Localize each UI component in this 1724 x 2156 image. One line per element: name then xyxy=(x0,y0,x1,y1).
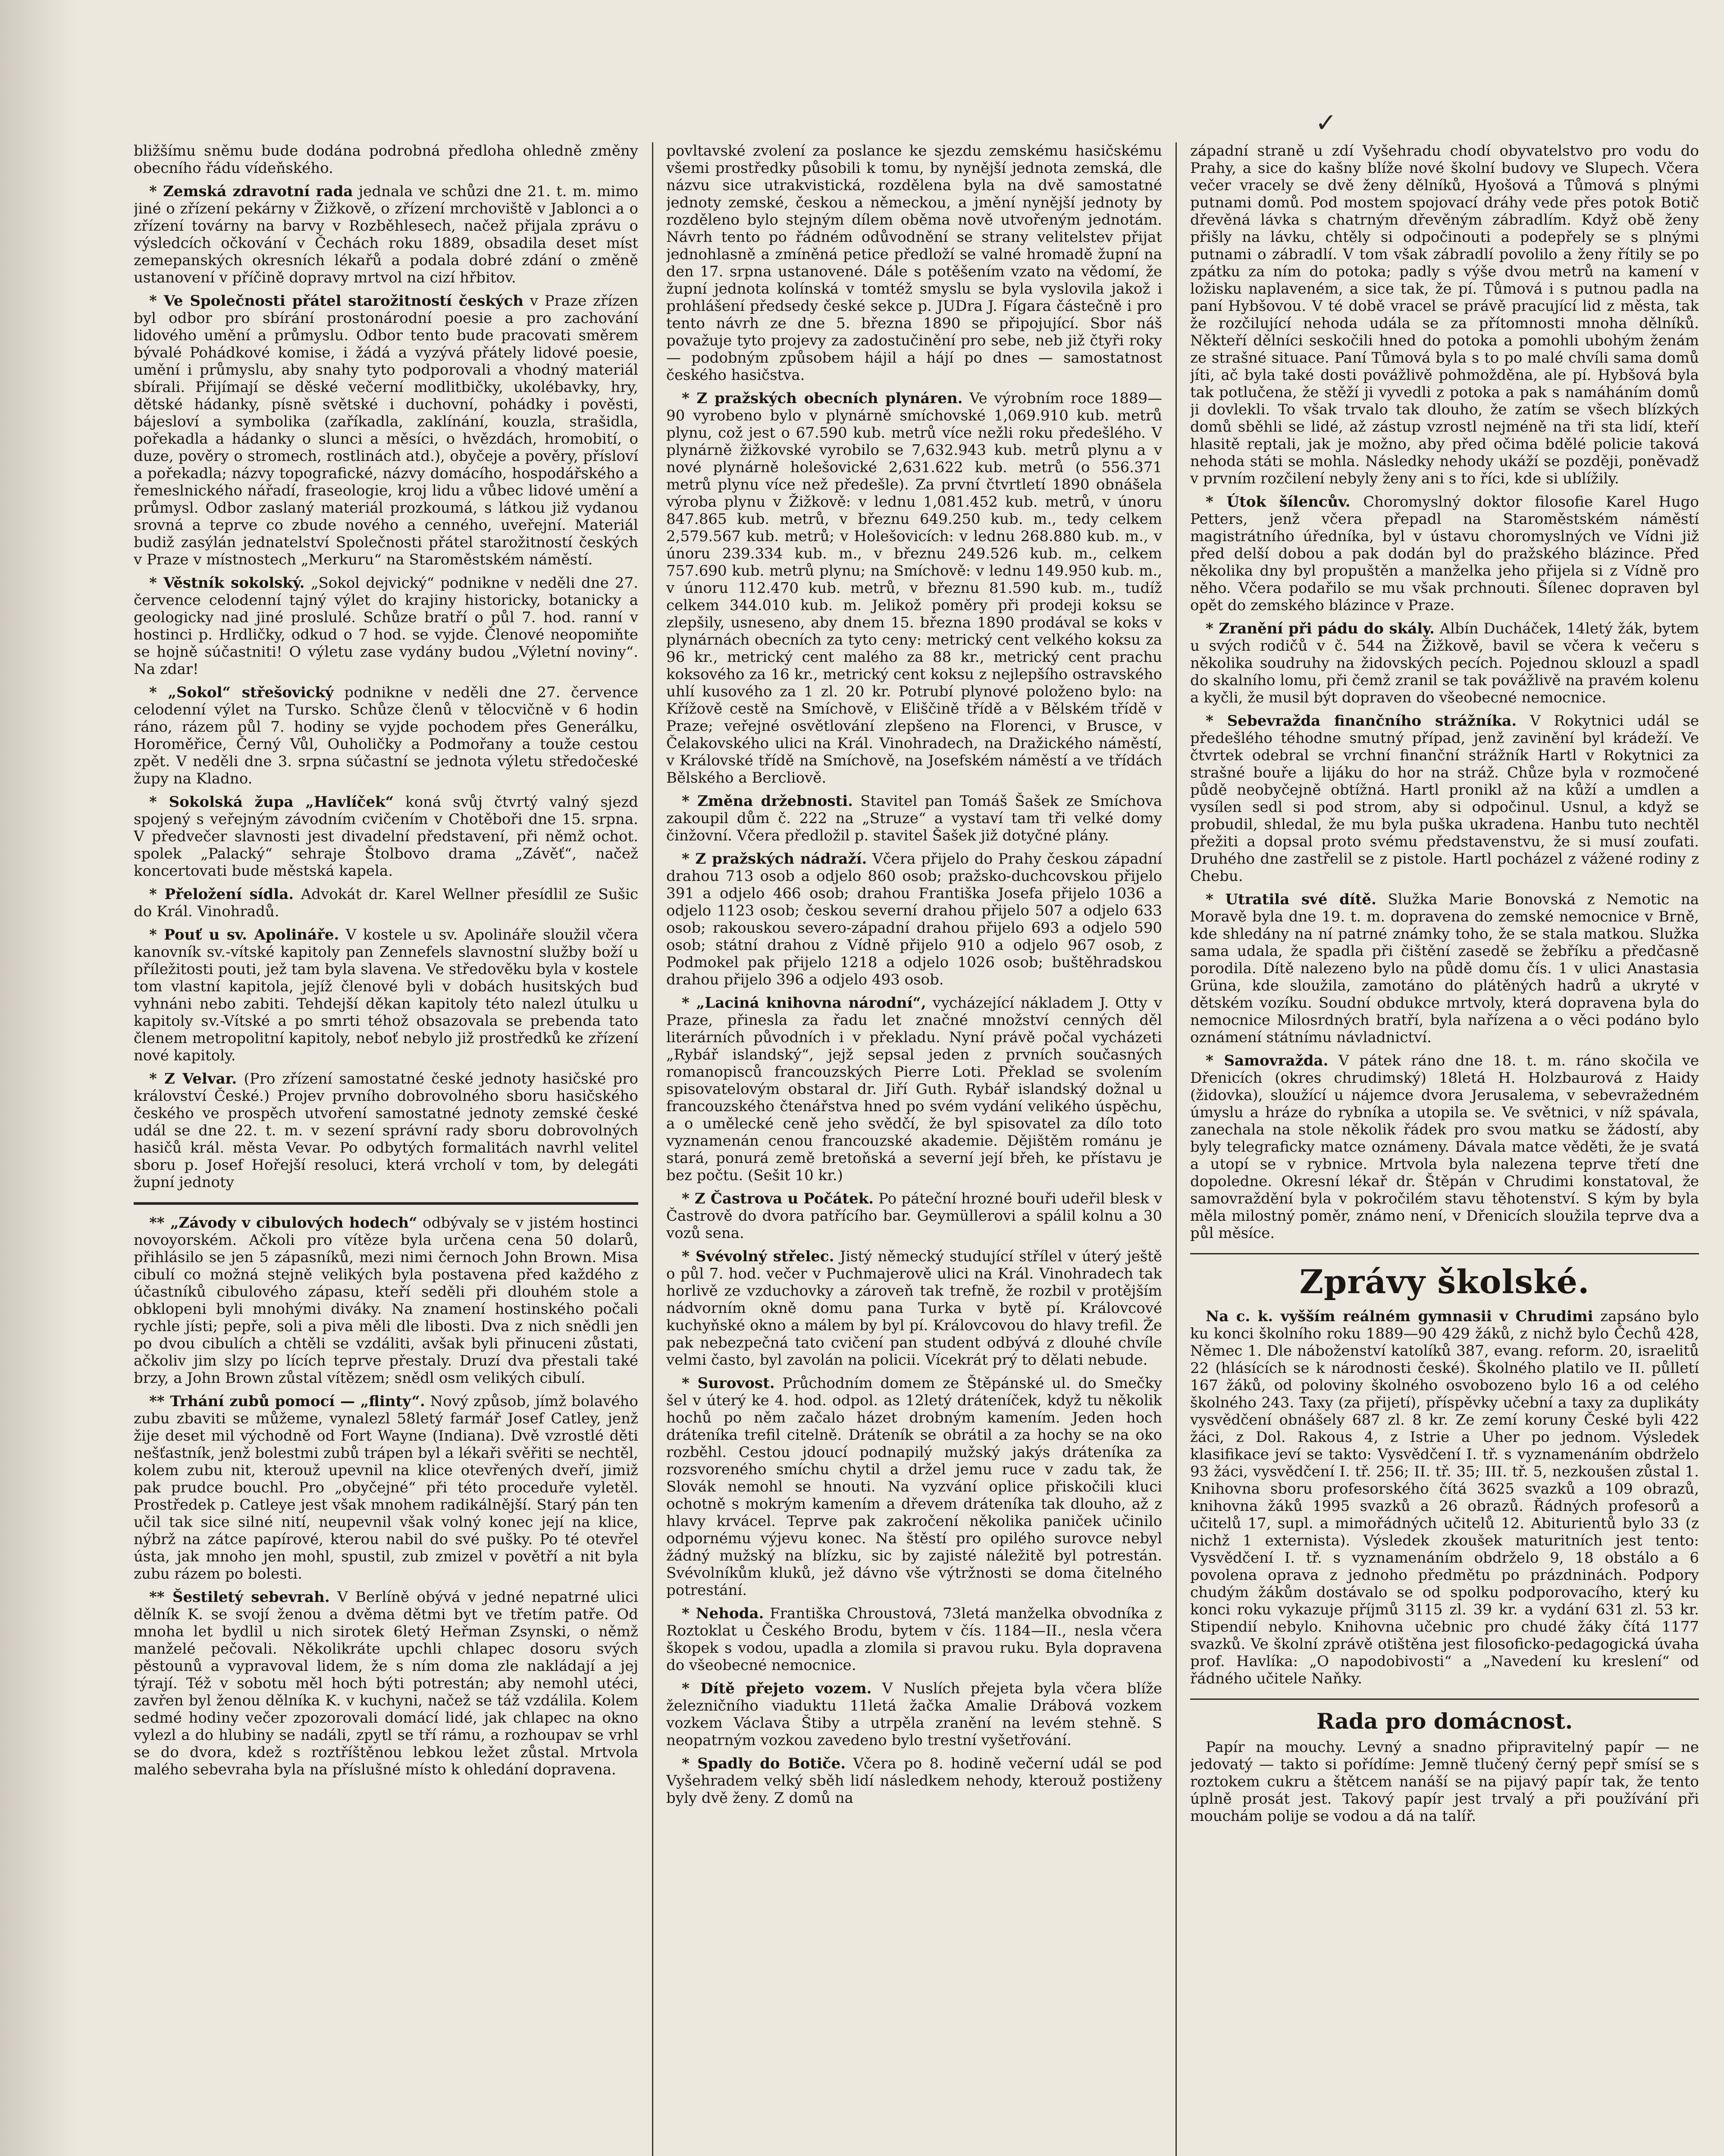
article-text: Průchodním domem ze Štěpánské ul. do Smečky šel v úterý ke 4. hod. odpol. as 12letý dráteníček, když tu několik hochů po něm začalo házet drobným kamením. Jeden hoch dráteníka trefil citelně. Dráteník se obrátil a za hochy se na oko rozběhl. Cestou jdoucí podnapilý mužský jakýs dráteníka za rozsvoreného smíchu chytil a držel jemu ruce v zadu tak, že Slovák nemohl se hnouti. Na vyzvání oplice přiskočili kluci ochotně s mokrým kamením a dřevem dráteníka tak dlouho, až z hlavy krvácel. Teprve pak zakročení několika paniček učinilo odpornému výjevu konec. Na štěstí pro opilého surovce nebyl žádný mužský na blízku, sic by zajisté náležitě byl potrestán. Svévolníkům kluků, jež dávno vše výtržnosti se doma čitelného potrestání. xyxy=(666,1375,1162,1599)
article-text: jednala ve schůzi dne 21. t. m. mimo jiné o zřízení pekárny v Žižkově, o zřízení mrchoviště v Jablonci a o zřízení továrny na barvy v Rozběhlesech, načež přijala zprávu o výsledcích očkování v Čechách roku 1889, obsadila deset míst zemepanských okresních lékařů a podala dobré zdání o změně ustanovení v příčině dopravy mrtvol na cizí hřbitov. xyxy=(134,183,638,286)
article-paragraph xyxy=(666,1680,1162,1749)
article-text: Františka Chroustová, 73letá manželka obvodníka z Roztoklat u Českého Brodu, bytem v čís. 1184—II., nesla včera škopek s vodou, upadla a zlomila si pravou ruku. Byla dopravena do všeobecné nemocnice. xyxy=(666,1605,1162,1674)
article-lead: * Změna držebnosti. xyxy=(682,793,853,810)
article-lead: * Útok šílencův. xyxy=(1206,493,1351,511)
article-paragraph xyxy=(666,142,1162,384)
article-text: Papír na mouchy. Levný a snadno připravitelný papír — ne jedovatý — takto si pořídíme: Jemně tlučený černý pepř smísí se s roztokem cukru a štětcem nanáší se na pijavý papír tak, že tento úplně prosát jest. Takový papír jest trvalý a při používání při mouchám polije se vodou a dá na talíř. xyxy=(1190,1739,1699,1825)
rule-divider xyxy=(1190,1253,1699,1254)
article-text: (Pro zřízení samostatné české jednoty hasičské pro království České.) Projev prvního dobrovolného sboru hasičského českého ve prospěch utvoření samostatné jednoty zemské české udál se dne 22. t. m. v sezení správní rady sboru dobrovolných hasičů král. města Vevar. Po odbytých formalitách navrhl velitel sboru p. Josef Hořejší resoluci, která vrcholí v tom, by delegáti župní jednoty xyxy=(134,1070,638,1191)
article-text: západní straně u zdí Vyšehradu chodí obyvatelstvo pro vodu do Prahy, a sice do kašny blíže nové školní budovy ve Slupech. Včera večer vracely se dvě ženy dělníků, Hyošová a Tůmová s plnými putnami domů. Pod mostem spojovací dráhy vede přes potok Botič dřevěná lávka s chatrným dřevěným zábradlím. Když obě ženy přišly na lávku, chtěly si odpočinouti a podepřely se s plnými putnami o zábradlí. V tom však zábradlí povolilo a ženy řítily se po zpátku za ním do potoka; padly s výše dvou metrů na kamení v ložisku naplaveném, a sice tak, že pí. Tůmová i s putnou padla na paní Hybšovou. V té době vracel se právě pracující lid z města, tak že rozčilující nehoda udála se za přítomnosti mnoha dělníků. Někteří dělníci seskočili hned do potoka a pomohli ubohým ženám ze strašné situace. Paní Tůmová byla s to po malé chvíli sama domů jíti, ač byla také dosti povážlivě pohmožděna, ale pí. Hybšová byla tak potlučena, že stěží ji vyvedli z potoka a pak s namáháním domů ji dovlekli. To však trvalo tak dlouho, že zatím se všech blízkých domů sběhli se lidé, až zástup vzrostl nejméně na tři sta lidí, kteří hlasitě reptali, jak je možno, aby před očima bdělé policie taková nehoda státi se mohla. Následky nehody ukáží se později, poněvadž v prvním rozčilení nebyly ženy ani s to říci, kde si ublížily. xyxy=(1190,142,1699,487)
article-paragraph xyxy=(1190,1308,1699,1687)
article-paragraph xyxy=(666,1605,1162,1674)
article-text: Včera po 8. hodině večerní udál se pod Vyšehradem velký sběh lidí následkem nehody, kterouž postiženy byly dvě ženy. Z domů na xyxy=(666,1755,1162,1807)
article-lead: * Z Velvar. xyxy=(149,1070,237,1087)
article-lead: * Utratila své dítě. xyxy=(1206,891,1376,908)
article-paragraph xyxy=(666,1248,1162,1369)
section-heading: Zprávy školské. xyxy=(1299,1263,1590,1301)
article-text: odbývaly se v jistém hostinci novoyorském. Ačkoli pro vítěze byla určena cena 50 dolarů, přihlásilo se jen 5 zápasníků, mezi nimi černoch John Brown. Misa cibulí co možná stejně velikých byla postavena před každého z účastníků cibulového zápasu, kteří seděli při dlouhém stole a obklopeni byli mnohými diváky. Na znamení hostinského počali rychle jísti; pepře, soli a piva měli dle libosti. Dva z nich snědli jen po dvou cibulích a chtěli se vzdáliti, avšak byli přinuceni zůstati, ačkoliv jim slzy po lících teprve přestaly. Druzí dva přestali také brzy, a John Brown zůstal vítězem; snědl osm velikých cibulí. xyxy=(134,1214,638,1387)
article-paragraph xyxy=(134,886,638,920)
article-lead: Na c. k. vyšším reálném gymnasii v Chrudimi xyxy=(1206,1308,1593,1325)
article-text: Advokát dr. Karel Wellner přesídlil ze Sušic do Král. Vinohradů. xyxy=(134,886,638,920)
article-paragraph xyxy=(134,793,638,880)
article-paragraph xyxy=(134,574,638,678)
article-lead: * Nehoda. xyxy=(682,1605,764,1622)
article-lead: * Spadly do Botiče. xyxy=(682,1755,846,1772)
article-lead: * Dítě přejeto vozem. xyxy=(682,1680,872,1697)
article-text: Jistý německý studující střílel v úterý ještě o půl 7. hod. večer v Puchmajerově ulici na Král. Vinohradech tak horlivě ze vzduchovky a zároveň tak trefně, že rozbil v protějším nádvorním okně domu pana Turka v bytě pí. Královcové kuchyňské okno a málem by byl pí. Královcovou do hlavy trefil. Že pak nebezpečná tato cvičení pan student odbývá z dlouhé chvíle velmi často, byl zavolán na policii. Vícekrát prý to dělati nebude. xyxy=(666,1248,1162,1369)
article-lead: * Zranění při pádu do skály. xyxy=(1206,620,1435,637)
article-lead: * Pouť u sv. Apolináře. xyxy=(149,926,339,943)
article-paragraph xyxy=(134,1589,638,1778)
article-lead: * Samovražda. xyxy=(1206,1052,1329,1069)
article-text: V kostele u sv. Apolináře sloužil včera kanovník sv.-vítské kapitoly pan Zennefels slavnostní služby boží u příležitosti pouti, jež tam byla slavena. Ve středověku byla v kostele tom vlastní kapitola, jejíž členové byli v dobách husitských buď vyhnáni nebo zabiti. Tehdejší děkan kapitoly této nalezl útulku u kapitoly sv.-Vítské a po smrti téhož obsazovala se prebenda tato členem metropolitní kapitoly, neboť nebylo již prostředků ke zřízení nové kapitoly. xyxy=(134,926,638,1064)
column-left xyxy=(134,142,638,2156)
article-text: V Berlíně obývá v jedné nepatrné ulici dělník K. se svojí ženou a dvěma dětmi byt ve třetím patře. Od mnoha let bydlil u nich sirotek 6letý Heřman Zsynski, o němž manželé pečovali. Několikráte upchli chlapec dosoru svých pěstounů a vypravoval lidem, že s ním doma zle nakládají a jej týrají. Též v sobotu měl hoch býti potrestán; aby nemohl utéci, zavřen byl ženou dělníka K. v kuchyni, načež se táž vzdálila. Kolem sedmé hodiny večer zpozorovali domácí lidé, jak chlapec na okno vylezl a do hlubiny se nadáli, zpytl se tří rámu, a rozhoupav se vrhl se do dvora, kdež s roztříštěnou lebkou ležet zůstal. Mrtvola malého sebevraha byla na příslušné místo k ohledání dopravena. xyxy=(134,1589,638,1778)
article-paragraph xyxy=(666,1375,1162,1599)
article-paragraph xyxy=(134,684,638,787)
article-lead: * Sokolská župa „Havlíček“ xyxy=(149,793,394,811)
article-paragraph xyxy=(1190,1052,1699,1242)
newspaper-page xyxy=(134,142,1699,2156)
article-text: zapsáno bylo ku konci školního roku 1889—90 429 žáků, z nichž bylo Čechů 428, Němec 1. Dle náboženství katolíků 387, evang. reform. 20, israelitů 22 (hlásících se k národnosti české). Školného platilo ve II. půlletí 167 žáků, od poloviny školného osvobozeno bylo 16 a od celého školného 243. Taxy (za přijetí), příspěvky učební a taxy za duplikáty vysvědčení obnášely 687 zl. 8 kr. Ze zemí koruny České byli 422 žáci, z Dol. Rakous 4, z Istrie a Uher po jednom. Výsledek klasifikace jeví se takto: Vysvědčení I. tř. s vyznamenáním obdrželo 93 žáci, vysvědčení I. tř. 256; II. tř. 35; III. tř. 5, nezkoušen zůstal 1. Knihovna sboru profesorského čítá 3625 svazků a 109 obrazů, knihovna žáků 1995 svazků a 26 obrazů. Řádných profesorů a učitelů 17, supl. a mimořádných učitelů 12. Abiturientů bylo 33 (z nichž 1 externista). Výsledek zkoušek maturitních jest tento: Vysvědčení I. tř. s vyznamenáním obdrželo 9, 18 obstálo a 6 povolena oprava z jednoho předmětu po prázdninách. Podpory chudým žákům dostávalo se od spolku podporovacího, který ku konci roku vykazuje příjmů 3115 zl. 39 kr. a vydání 631 zl. 53 kr. Stipendií nebylo. Knihovna učebnic pro chudé žáky čítá 1177 svazků. Ve školní zprávě otištěna jest filosoficko-pedagogická úvaha prof. Havlíka: „O napodobivosti“ a „Navedení ku kreslení“ od řádného učitele Naňky. xyxy=(1190,1308,1699,1687)
article-text: bližšímu sněmu bude dodána podrobná předloha ohledně změny obecního řádu vídeňského. xyxy=(134,142,638,177)
article-paragraph xyxy=(666,1755,1162,1807)
article-paragraph xyxy=(1190,142,1699,487)
article-lead: * „Laciná knihovna národní“, xyxy=(682,994,926,1012)
article-text: Po páteční hrozné bouři udeřil blesk v Častrově do dvora patřícího bar. Geymüllerovi a spálil kolnu a 30 vozů sena. xyxy=(666,1190,1162,1242)
article-paragraph xyxy=(134,1214,638,1387)
article-paragraph xyxy=(666,1190,1162,1242)
article-paragraph xyxy=(1190,891,1699,1046)
article-text: Choromyslný doktor filosofie Karel Hugo Petters, jenž včera přepadl na Staroměstském náměstí magistrátního úředníka, byl v ústavu choromyslných ve Vídni již před delší dobou a pak dodán byl do pražského blázince. Před několika dny byl propuštěn a manželka jeho přijela si z Vídně pro něho. Včera podařilo se mu však prchnouti. Šílenec dopraven byl opět do zemského blázince v Praze. xyxy=(1190,493,1699,614)
article-paragraph xyxy=(1190,1739,1699,1825)
scan-edge xyxy=(0,0,78,2156)
article-lead: * „Sokol“ střešovický xyxy=(149,684,334,701)
article-lead: * Věstník sokolský. xyxy=(149,574,305,592)
article-paragraph xyxy=(134,142,638,177)
article-paragraph xyxy=(1190,620,1699,706)
article-text: v Praze zřízen byl odbor pro sbírání prostonárodní poesie a pro zachování lidového umění a průmyslu. Odbor tento bude pracovati směrem bývalé Pohádkové komise, i žádá a vyzývá přátely lidové poesie, umění i průmyslu, aby snahy tyto podporovali a vhodný materiál sbírali. Přijímají se děské večerní modlitbičky, ukolébavky, hry, dětské hádanky, písně světské i duchovní, pohádky i pověsti, bájesloví a symbolika (zaříkadla, zaklínání, kouzla, strašidla, pořekadla a hádanky o slunci a měsíci, o hvězdách, hromobití, o duze, pověry o stromech, rostlinách atd.), obyčeje a pověry, přísloví a pořekadla; názvy topografické, názvy domácího, hospodářského a řemeslnického nářadí, fraseologie, kroj lidu a vůbec lidové umění a průmysl. Odbor zaslaný materiál prozkoumá, s látkou již vydanou srovná a teprve co zbude nového a cenného, uveřejní. Materiál budiž zasýlán jednatelství Společnosti přátel starožitností českých v Praze v místnostech „Merkuru“ na Staroměstském náměstí. xyxy=(134,292,638,568)
section-heading: Rada pro domácnost. xyxy=(1316,1708,1573,1734)
article-paragraph xyxy=(134,1070,638,1191)
rule-divider xyxy=(1190,1698,1699,1700)
article-lead: * Přeložení sídla. xyxy=(149,886,294,903)
article-lead: * Surovost. xyxy=(682,1375,775,1392)
article-text: Služka Marie Bonovská z Nemotic na Moravě byla dne 19. t. m. dopravena do zemské nemocnice v Brně, kde shledány na ní patrné známky toho, že se stala matkou. Služka sama udala, že spadla při čištění zasedě se žebříku a předčasně porodila. Dítě nalezeno bylo na půdě domu čís. 1 v ulici Anastasia Grüna, kde sloužila, zamotáno do plátěných hadrů a ukryté v dětském vozíku. Soudní obdukce mrtvoly, která dopravena byla do nemocnice Milosrdných bratří, byla nařízena a o věci podáno bylo oznámení státnímu návladnictví. xyxy=(1190,891,1699,1046)
article-text: Ve výrobním roce 1889—90 vyrobeno bylo v plynárně smíchovské 1,069.910 kub. metrů plynu, což jest o 67.590 kub. metrů více nežli roku předešlého. V plynárně žižkovské vyrobilo se 7,632.943 kub. metrů plynu a v nové plynárně holešovické 2,631.622 kub. metrů (o 556.371 metrů plynu více než předešle). Za první čtvrtletí 1890 obnášela výroba plynu v Žižkově: v lednu 1,081.452 kub. metrů, v únoru 847.865 kub. metrů, v březnu 649.250 kub. m., tedy celkem 2,579.567 kub. metrů; v Holešovicích: v lednu 268.880 kub. m., v únoru 239.334 kub. m., v březnu 249.526 kub. m., celkem 757.690 kub. metrů plynu; na Smíchově: v lednu 149.950 kub. m., v únoru 112.470 kub. metrů, v březnu 81.590 kub. m., tudíž celkem 344.010 kub. m. Jelikož poměry při prodeji koksu se zlepšily, usneseno, aby dnem 15. března 1890 prodával se koks v plynárnách obecních za tyto ceny: metrický cent velkého koksu za 96 kr., metrický cent malého za 88 kr., metrický cent prachu koksového za 16 kr., metrický cent koksu z nejlepšího ostravského uhlí kusového za 1 zl. 20 kr. Potrubí plynové položeno bylo: na Křížově cestě na Smíchově, v Eliščině třídě a v Bělském třídě v Praze; veřejné osvětlování zlepšeno na Florenci, v Brusce, v Čelakovského ulici na Král. Vinohradech, na Dražického náměstí, v Královské třídě na Smíchově, na Josefském náměstí a ve třídách Bělského a Bercliově. xyxy=(666,390,1162,787)
article-lead: ** Trhání zubů pomocí — „flinty“. xyxy=(149,1393,425,1410)
article-lead: * Svévolný střelec. xyxy=(682,1248,834,1265)
page-check-mark: ✓ xyxy=(1315,108,1337,138)
article-lead: * Z Častrova u Počátek. xyxy=(682,1190,874,1207)
article-text: Nový způsob, jímž bolavého zubu zbaviti se můžeme, vynalezl 58letý farmář Josef Catley, jenž žije deset mil východně od Fort Wayne (Indiana). Dvě vzrostlé děti nešťastník, jenž bolestmi zubů trápen byl a lékaři svěřiti se nechtěl, kolem zubu nit, kterouž upevnil na klice otevřených dveří, jimiž pak prudce bouchl. Pro „obyčejné“ při této proceduře vyletěl. Prostředek p. Catleye jest však mnohem radikálnější. Starý pán ten učil tak sice silné nití, neupevnil však volný konec její na klice, nýbrž na zátce papírové, kterou nabil do své pušky. Po té otevřel ústa, jak mnoho jen mohl, spustil, zub zmizel v povětří a nit byla zubu rázem po bolesti. xyxy=(134,1393,638,1583)
article-paragraph xyxy=(134,1393,638,1583)
article-text: vycházející nákladem J. Otty v Praze, přinesla za řadu let značné množství cenných děl literárních původních i v překladu. Nyní právě počal vycházeti „Rybář islandský“, jejž sepsal jeden z prvních současných romanopisců francouzských Pierre Loti. Překlad se svolením spisovatelovým obstaral dr. Jiří Guth. Rybář islandský dožnal u francouzského čtenářstva hned po svém vydání velikého úspěchu, a o umělecké ceně jeho svědčí, že byl spisovatel za dílo toto vyznamenán cenou francouzské akademie. Dějištěm románu je stará, ponurá země bretoňská a severní její břeh, ke přístavu je bez počtu. (Sešit 10 kr.) xyxy=(666,994,1162,1184)
article-text: „Sokol dejvický“ podnikne v neděli dne 27. července celodenní tajný výlet do krajiny historicky, botanicky a geologicky nad jiné proslulé. Schůze bratří o půl 7. hod. ranní v hostinci p. Hrdličky, odkud o 7 hod. se vyjde. Členové neopomiňte se hojně súčastniti! O výletu zase vydány budou „Výletní noviny“. Na zdar! xyxy=(134,574,638,678)
article-paragraph xyxy=(1190,712,1699,885)
article-paragraph xyxy=(134,183,638,286)
article-text: V pátek ráno dne 18. t. m. ráno skočila ve Dřenicích (okres chrudimský) 18letá H. Holzbaurová z Haidy (židovka), sloužící u nájemce dvora Jerusalema, v sebevražedném úmyslu a hráze do rybníka a utopila se. Ve světnici, v níž spávala, zanechala na stole několik řádek pro svou matku se žádostí, aby byly telegraficky matce oznámeny. Dávala matce věděti, že je svatá a utopí se v rybnice. Mrtvola byla nalezena teprve třetí dne dopoledne. Okresní lékař dr. Štěpán v Chrudimi konstatoval, že samovraždění byla v pokročilém stavu těhotenství. S kým by byla měla milostný poměr, známo není, v Dřenicích sloužila teprve dva a půl měsíce. xyxy=(1190,1052,1699,1242)
article-paragraph xyxy=(666,994,1162,1184)
article-lead: * Zemská zdravotní rada xyxy=(149,183,353,200)
column-right xyxy=(1190,142,1699,2156)
article-text: V Nuslích přejeta byla včera blíže železničního viaduktu 11letá žačka Amalie Drábová vozkem vozkem Václava Štiby a utrpěla zranění na levém stehně. S neopatrným vozkou zavedeno bylo trestní vyšetřování. xyxy=(666,1680,1162,1749)
article-text: V Rokytnici udál se předešlého téhodne smutný případ, jenž zavinění byl krádeží. Ve čtvrtek odebral se vrchní finanční strážník Hartl v Rokytnici za strašné bouře a lijáku do hor na stráž. Chůze byla v rozmočené půdě neobyčejně obtížná. Hartl pronikl až na kůží a umdlen a vysílen sedl si pod strom, aby si odpočinul. Usnul, a když se probudil, shledal, že mu byla puška ukradena. Hanbu tuto nechtěl přežiti a dopsal proto svému představenstvu, že si musí zoufati. Druhého dne zastřelil se z pistole. Hartl pocházel z vážené rodiny z Chebu. xyxy=(1190,712,1699,885)
article-lead: ** „Závody v cibulových hodech“ xyxy=(149,1214,417,1232)
article-text: Stavitel pan Tomáš Šašek ze Smíchova zakoupil dům č. 222 na „Struze“ a vystaví tam tři velké domy činžovní. Včera předložil p. stavitel Šašek již dotyčné plány. xyxy=(666,793,1162,844)
article-paragraph xyxy=(666,793,1162,844)
article-lead: * Sebevražda finančního strážníka. xyxy=(1206,712,1517,730)
article-paragraph xyxy=(134,926,638,1064)
article-paragraph xyxy=(666,850,1162,988)
article-text: Albín Ducháček, 14letý žák, bytem u svých rodičů v č. 544 na Žižkově, bavil se včera k večeru s několika soudruhy na židovských pecích. Pojednou sklouzl a spadl do skalního lomu, při čemž zranil se tak povážlivě na pravém kolenu a kyčli, že musil být dopraven do všeobecné nemocnice. xyxy=(1190,620,1699,706)
article-text: Včera přijelo do Prahy českou západní drahou 713 osob a odjelo 860 osob; pražsko-duchcovskou přijelo 391 a odjelo 466 osob; drahou Františka Josefa přijelo 1036 a odjelo 1123 osob; českou severní drahou přijelo 507 a odjelo 633 osob; rakouskou severo-západní drahou přijelo 693 a odjelo 590 osob; státní drahou z Vídně přijelo 910 a odjelo 967 osob, z Podmokel pak přijelo 1218 a odjelo 1026 osob; buštěhradskou drahou přijelo 396 a odjelo 493 osob. xyxy=(666,850,1162,988)
article-lead: * Z pražských nádraží. xyxy=(682,850,867,868)
rule-divider xyxy=(134,1202,638,1205)
article-text: podnikne v neděli dne 27. července celodenní výlet na Tursko. Schůze členů v tělocvičně v 6 hodin ráno, rázem půl 7. hodiny se vyjde pochodem přes Generálku, Horoměřice, Černý Vůl, Ouholičky a Podmořany a touže cestou zpět. V neděli dne 3. srpna súčastní se jednota výletu středočeské župy na Kladno. xyxy=(134,684,638,787)
article-lead: * Ve Společnosti přátel starožitností českých xyxy=(149,292,523,310)
article-paragraph xyxy=(666,390,1162,787)
article-lead: * Z pražských obecních plynáren. xyxy=(682,390,963,407)
column-middle xyxy=(666,142,1162,2156)
article-text: koná svůj čtvrtý valný sjezd spojený s veřejným závodním cvičením v Chotěboři dne 15. srpna. V předvečer slavnosti jest divadelní představení, při němž ochot. spolek „Palacký“ sehraje Štolbovo drama „Závěť“, načež koncertovati bude městská kapela. xyxy=(134,793,638,880)
article-paragraph xyxy=(1190,493,1699,614)
article-lead: ** Šestiletý sebevrah. xyxy=(149,1589,330,1606)
article-text: povltavské zvolení za poslance ke sjezdu zemskému hasičskému všemi prostředky působili k tomu, by nynější jednota zemská, dle názvu sice utrakvistická, rozdělena byla na dvě samostatné jednoty zemské, českou a německou, a jmění nynější jednoty by rozděleno bylo stejným dílem oběma nově utvořeným jednotám. Návrh tento po řádném odůvodnění se strany velitelstev přijat jednohlasně a zmíněná petice předloží se valné hromadě župní na den 17. srpna ustanovené. Dále s potěšením vzato na vědomí, že župní jednota kolínská v tomtéž smyslu se byla vyslovila jakož i prohlášení předsedy české sekce p. JUDra J. Fígara částečně i pro tento návrh ze dne 5. března 1890 se připojující. Sbor náš považuje tyto projevy za zadostučinění pro sebe, neb již čtyři roky — podobným způsobem hájil a hájí po dnes — samostatnost českého hasičstva. xyxy=(666,142,1162,384)
article-paragraph xyxy=(134,292,638,568)
